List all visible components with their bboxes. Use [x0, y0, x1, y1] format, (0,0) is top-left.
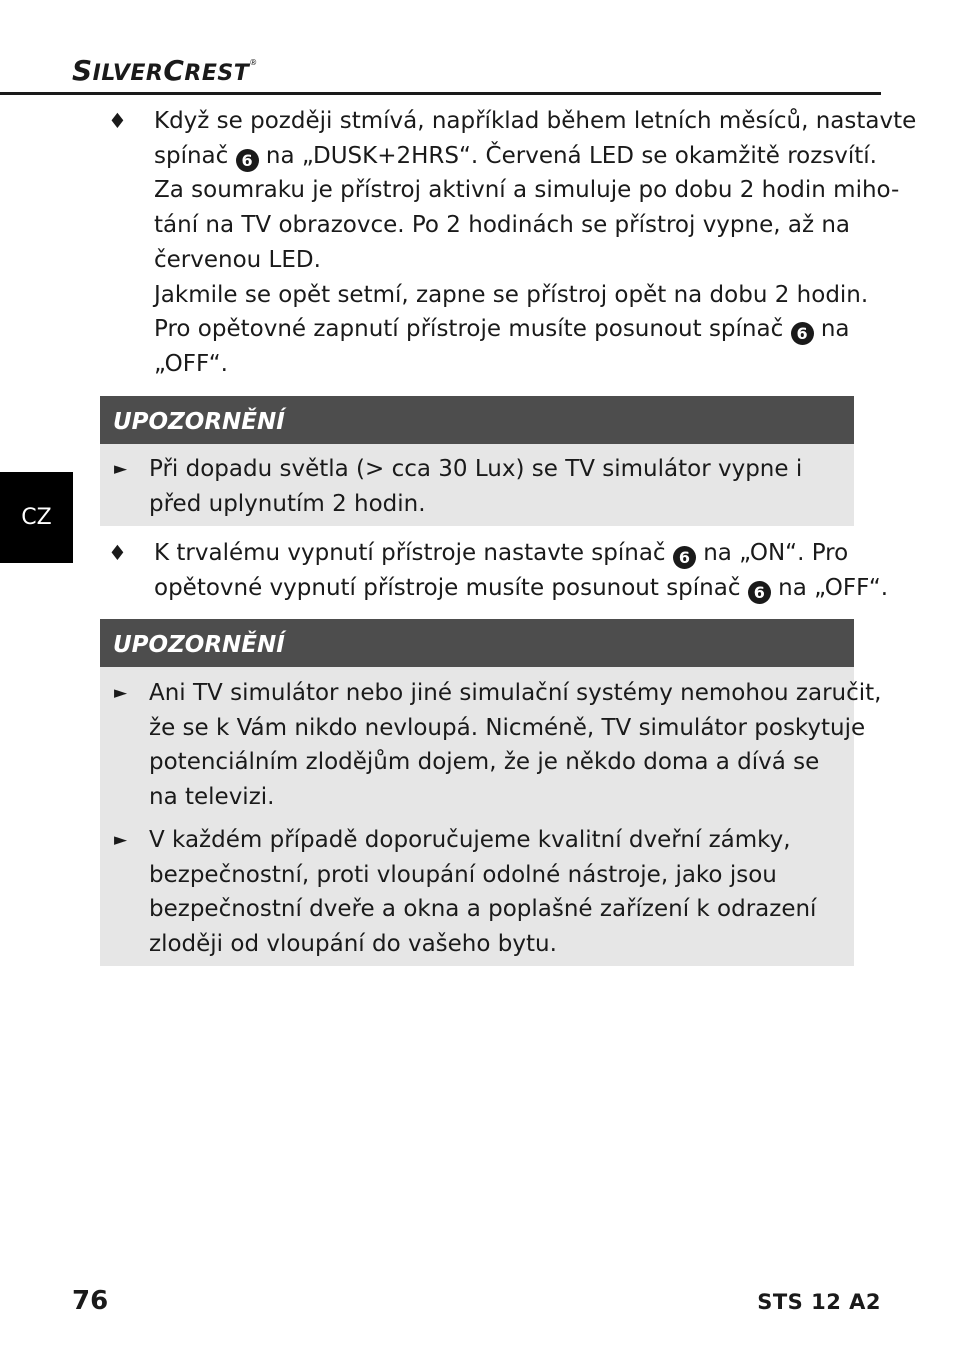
brand-initial-s: S: [72, 54, 93, 87]
switch-number-badge: 6: [236, 149, 259, 172]
brand-rest-2: REST: [184, 61, 250, 86]
brand-initial-c: C: [163, 54, 185, 87]
text-line: „OFF“.: [154, 350, 228, 377]
text-fragment: na „DUSK+2HRS“. Červená LED se okamžitě rozsvítí.: [265, 142, 877, 169]
warning-box: [100, 444, 854, 526]
text-line: Když se později stmívá, například během letních měsíců, nastavte: [154, 108, 917, 134]
instruction-on: [100, 536, 889, 605]
model-number: STS 12 A2: [757, 1290, 881, 1314]
text-line: zloději od vloupání do vašeho bytu.: [149, 930, 557, 957]
bullet-item: [100, 536, 889, 605]
arrow-bullet-icon: ►: [114, 829, 128, 850]
text-fragment: na „OFF“.: [778, 574, 889, 601]
language-tab: [0, 472, 73, 563]
text-line: [154, 139, 877, 174]
text-fragment: opětovné vypnutí přístroje musíte posunout spínač: [154, 574, 741, 601]
text-line: bezpečnostní, proti vloupání odolné nástroje, jako jsou: [149, 861, 777, 888]
warning-heading: UPOZORNĚNÍ: [100, 396, 854, 444]
text-line: před uplynutím 2 hodin.: [149, 490, 426, 517]
text-line: [154, 312, 860, 347]
text-line: Při dopadu světla (> cca 30 Lux) se TV simulátor vypne i: [149, 456, 803, 482]
text-fragment: K trvalému vypnutí přístroje nastavte spínač: [154, 540, 666, 566]
text-line: potenciálním zlodějům dojem, že je někdo doma a dívá se: [149, 749, 820, 776]
switch-number-badge: 6: [673, 546, 696, 569]
text-line: [154, 536, 860, 571]
text-line: Ani TV simulátor nebo jiné simulační systémy nemohou zaručit,: [149, 680, 882, 706]
text-fragment: spínač: [154, 142, 229, 169]
arrow-bullet-icon: ►: [114, 459, 128, 479]
text-line: [154, 571, 889, 606]
switch-number-badge: 6: [791, 322, 814, 345]
instruction-dusk: [100, 104, 917, 382]
warning-box: [100, 667, 882, 966]
bullet-item: [100, 104, 917, 382]
text-fragment: na: [820, 316, 850, 343]
header-divider: [0, 92, 881, 95]
text-line: V každém případě doporučujeme kvalitní dveřní zámky,: [149, 826, 791, 853]
text-line: že se k Vám nikdo nevloupá. Nicméně, TV simulátor poskytuje: [149, 714, 866, 741]
brand-rest-1: ILVER: [92, 61, 164, 86]
warning-item: [100, 452, 854, 521]
text-line: bezpečnostní dveře a okna a poplašné zařízení k odrazení: [149, 896, 817, 923]
arrow-bullet-icon: ►: [114, 683, 128, 703]
warning-item: [100, 823, 854, 962]
text-line: Za soumraku je přístroj aktivní a simuluje po dobu 2 hodin miho-: [154, 177, 900, 204]
diamond-bullet-icon: ♦: [108, 541, 127, 565]
warning-heading: UPOZORNĚNÍ: [100, 619, 854, 667]
diamond-bullet-icon: ♦: [108, 109, 127, 133]
registered-mark: ®: [249, 58, 258, 67]
text-line: Jakmile se opět setmí, zapne se přístroj opět na dobu 2 hodin.: [154, 281, 869, 308]
language-code: CZ: [21, 505, 52, 530]
text-line: na televizi.: [149, 784, 275, 811]
warning-item: [100, 676, 882, 815]
page-number: 76: [72, 1286, 109, 1316]
text-line: tání na TV obrazovce. Po 2 hodinách se přístroj vypne, až na: [154, 212, 851, 239]
text-fragment: na „ON“. Pro: [703, 540, 849, 566]
text-line: červenou LED.: [154, 246, 321, 273]
text-fragment: Pro opětovné zapnutí přístroje musíte posunout spínač: [154, 316, 784, 343]
switch-number-badge: 6: [748, 581, 771, 604]
brand-logo: [72, 54, 258, 87]
